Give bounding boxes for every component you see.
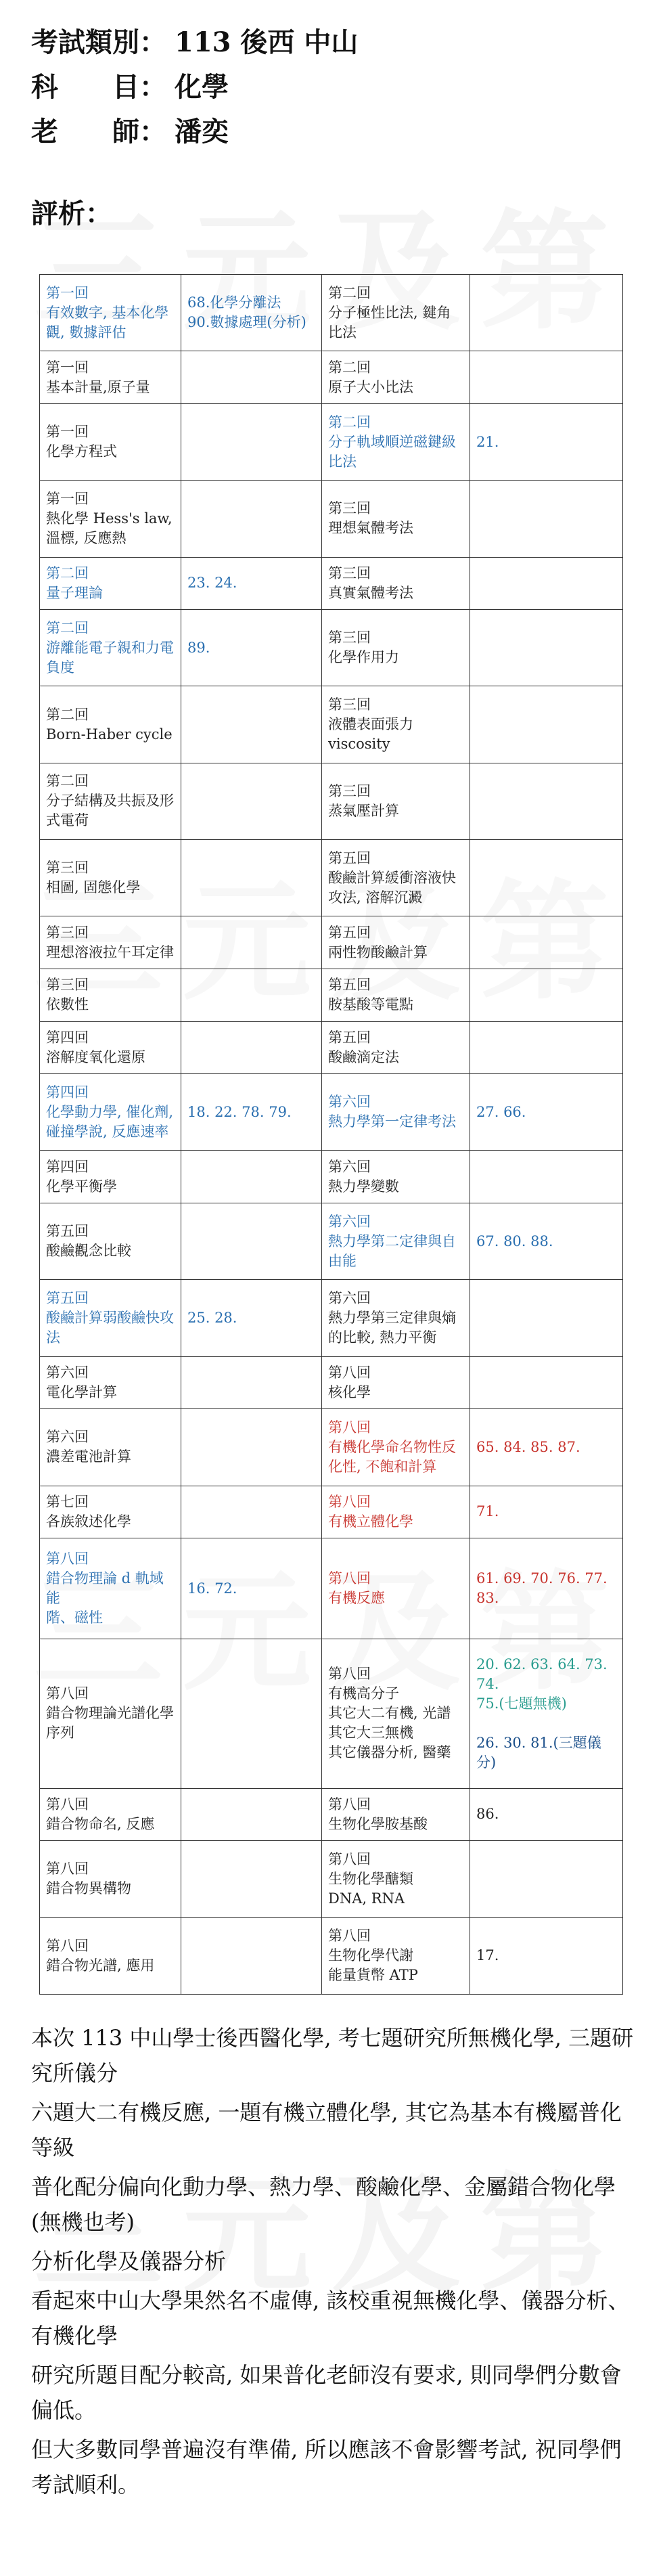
cell-text-line: 碰撞學說, 反應速率 [46, 1123, 169, 1140]
chapter-topic-cell [40, 1356, 181, 1409]
question-numbers-cell [470, 1021, 623, 1074]
table-row [40, 1409, 623, 1486]
cell-text-line: 熱力學第一定律考法 [328, 1113, 456, 1130]
cell-text-line: 有機高分子 [328, 1685, 399, 1702]
cell-text-line: 第六回 [328, 1213, 371, 1230]
cell-text-line: 第八回 [46, 1685, 89, 1702]
cell-text-line: 比法 [328, 453, 357, 470]
cell-text-line: 第八回 [328, 1419, 371, 1436]
teacher-value: 潘奕 [175, 116, 229, 148]
cell-text-line: 生物化學代謝 [328, 1947, 413, 1964]
chapter-topic-cell [322, 403, 470, 480]
chapter-topic-cell [322, 1151, 470, 1203]
chapter-topic-cell [322, 686, 470, 763]
question-numbers-cell [181, 763, 322, 839]
cell-text-line: 第二回 [46, 773, 89, 790]
chapter-topic-cell [322, 275, 470, 351]
exam-category-label: 考試類別： [31, 26, 166, 58]
table-row [40, 351, 623, 404]
table-row [40, 403, 623, 480]
chapter-topic-cell [40, 1280, 181, 1356]
cell-text-line: 其它儀器分析, 醫藥 [328, 1744, 451, 1761]
chapter-topic-cell [322, 1356, 470, 1409]
cell-text-line: 的比較, 熱力平衡 [328, 1329, 437, 1346]
cell-text-line: 67. 80. 88. [476, 1233, 553, 1249]
cell-text-line: 第六回 [328, 1094, 371, 1111]
analysis-paragraph: 本次 113 中山學士後西醫化學, 考七題研究所無機化學, 三題研究所儀分 [31, 2025, 634, 2086]
cell-text-line: 第八回 [328, 1570, 371, 1587]
cell-text-line: 86. [476, 1806, 499, 1823]
question-numbers-cell [470, 969, 623, 1021]
chapter-topic-cell [40, 763, 181, 839]
cell-text-line: 濃差電池計算 [46, 1448, 131, 1465]
cell-text-line: 熱力學變數 [328, 1178, 399, 1195]
cell-text-line: 第八回 [328, 1928, 371, 1945]
question-numbers-cell [470, 610, 623, 686]
question-numbers-cell [181, 1203, 322, 1280]
cell-text-line: Born-Haber cycle [46, 726, 173, 742]
cell-text-line: 第七回 [46, 1493, 89, 1510]
cell-text-line: 27. 66. [476, 1103, 526, 1120]
cell-text-line: 錯合物光譜, 應用 [46, 1957, 155, 1974]
chapter-topic-cell [40, 1538, 181, 1639]
cell-text-line: 依數性 [46, 996, 89, 1013]
question-numbers-cell [181, 351, 322, 404]
cell-text-line: 量子理論 [46, 584, 103, 601]
cell-text-line: 第八回 [328, 1796, 371, 1813]
cell-text-line: 第五回 [328, 924, 371, 941]
cell-text-line: 化學動力學, 催化劑, [46, 1103, 174, 1120]
cell-text-line: 第五回 [46, 1223, 89, 1240]
cell-text-line: 21. [476, 433, 499, 450]
cell-text-line [476, 1714, 616, 1733]
table-row [40, 1203, 623, 1280]
cell-text-line: 真實氣體考法 [328, 584, 413, 601]
chapter-topic-cell [40, 351, 181, 404]
cell-text-line: 化學作用力 [328, 649, 399, 666]
cell-text-line: 第四回 [46, 1158, 89, 1175]
cell-text-line: 第一回 [46, 359, 89, 376]
cell-text-line: 酸鹼滴定法 [328, 1048, 399, 1065]
cell-text-line: 第八回 [328, 1850, 371, 1867]
cell-text-line: 熱力學第三定律與熵 [328, 1310, 456, 1327]
question-numbers-cell [470, 1917, 623, 1994]
cell-text-line: 第二回 [328, 414, 371, 430]
cell-text-line: 生物化學醣類 [328, 1870, 413, 1887]
cell-text-line: 負度 [46, 659, 74, 675]
cell-text-line: 第二回 [328, 284, 371, 301]
question-numbers-cell [181, 1409, 322, 1486]
chapter-topic-cell [40, 1841, 181, 1917]
chapter-topic-cell [322, 1639, 470, 1788]
chapter-topic-cell [322, 1917, 470, 1994]
cell-text-line: 酸鹼計算弱酸鹼快攻 [46, 1310, 174, 1327]
cell-text-line: 第六回 [46, 1364, 89, 1381]
cell-text-line: 酸鹼計算緩衝溶液快 [328, 869, 456, 886]
cell-text-line: 生物化學胺基酸 [328, 1815, 428, 1832]
question-numbers-cell [470, 1486, 623, 1538]
cell-text-line: 有機化學命名物性反 [328, 1438, 456, 1455]
chapter-topic-cell [40, 403, 181, 480]
question-numbers-cell [470, 916, 623, 969]
cell-text-line: 第五回 [328, 1029, 371, 1046]
analysis-paragraph: 但大多數同學普遍沒有準備, 所以應該不會影響考試, 祝同學們考試順利。 [31, 2437, 622, 2497]
question-numbers-cell [470, 763, 623, 839]
cell-text-line: 式電荷 [46, 812, 89, 829]
cell-text-line: 第三回 [328, 629, 371, 646]
cell-text-line: 17. [476, 1947, 499, 1964]
exam-category-line [31, 20, 358, 65]
cell-text-line: 其它大三無機 [328, 1725, 413, 1741]
syllabus-table [39, 274, 623, 1995]
cell-text-line: 有機立體化學 [328, 1513, 413, 1530]
table-row [40, 763, 623, 839]
cell-text-line: 由能 [328, 1252, 357, 1269]
cell-text-line: 第三回 [328, 500, 371, 517]
teacher-line [31, 110, 358, 154]
question-numbers-cell [470, 1074, 623, 1151]
cell-text-line: 分子軌域順逆磁鍵級 [328, 433, 456, 450]
cell-text-line: 錯合物異構物 [46, 1880, 131, 1897]
cell-text-line: 溫標, 反應熱 [46, 529, 127, 546]
question-numbers-cell [181, 1280, 322, 1356]
cell-text-line: 熱力學第二定律與自 [328, 1233, 456, 1249]
cell-text-line: 胺基酸等電點 [328, 996, 413, 1013]
cell-text-line: 兩性物酸鹼計算 [328, 943, 428, 960]
cell-text-line: 23. 24. [187, 575, 237, 592]
cell-text-line: 分子結構及共振及形 [46, 793, 174, 809]
question-numbers-cell [470, 1841, 623, 1917]
chapter-topic-cell [40, 275, 181, 351]
cell-text-line: 第六回 [46, 1429, 89, 1446]
chapter-topic-cell [40, 1409, 181, 1486]
question-numbers-cell [181, 610, 322, 686]
cell-text-line: 第三回 [328, 564, 371, 581]
question-numbers-cell [181, 1788, 322, 1841]
cell-text-line: 基本計量,原子量 [46, 378, 150, 395]
question-numbers-cell [470, 1639, 623, 1788]
question-numbers-cell [470, 481, 623, 557]
cell-text-line: 71. [476, 1503, 499, 1520]
question-numbers-cell [181, 1356, 322, 1409]
table-row [40, 1538, 623, 1639]
chapter-topic-cell [40, 610, 181, 686]
teacher-label: 老 師： [31, 116, 166, 148]
critique-heading: 評析： [31, 198, 112, 229]
analysis-paragraph: 普化配分偏向化動力學、熱力學、酸鹼化學、金屬錯合物化學(無機也考) [31, 2174, 616, 2235]
question-numbers-cell [470, 1788, 623, 1841]
question-numbers-cell [470, 686, 623, 763]
question-numbers-cell [470, 1151, 623, 1203]
question-numbers-cell [181, 1538, 322, 1639]
table-row [40, 686, 623, 763]
chapter-topic-cell [322, 969, 470, 1021]
cell-text-line: 序列 [46, 1725, 74, 1741]
cell-text-line: 有機反應 [328, 1590, 385, 1607]
chapter-topic-cell [322, 481, 470, 557]
table-row [40, 1021, 623, 1074]
chapter-topic-cell [322, 840, 470, 916]
question-numbers-cell [181, 275, 322, 351]
table-row [40, 1917, 623, 1994]
cell-text-line: 90.數據處理(分析) [187, 314, 306, 331]
chapter-topic-cell [322, 1841, 470, 1917]
chapter-topic-cell [322, 557, 470, 610]
chapter-topic-cell [322, 1074, 470, 1151]
cell-text-line: 錯合物理論光譜化學 [46, 1705, 174, 1722]
chapter-topic-cell [322, 1486, 470, 1538]
analysis-paragraph: 六題大二有機反應, 一題有機立體化學, 其它為基本有機屬普化等級 [31, 2100, 622, 2160]
cell-text-line: 第五回 [328, 977, 371, 994]
cell-text-line: 18. 22. 78. 79. [187, 1103, 292, 1120]
chapter-topic-cell [322, 1203, 470, 1280]
table-row [40, 1486, 623, 1538]
question-numbers-cell [470, 1356, 623, 1409]
cell-text-line: 有效數字, 基本化學 [46, 304, 169, 321]
cell-text-line: 65. 84. 85. 87. [476, 1438, 580, 1455]
question-numbers-cell [470, 275, 623, 351]
cell-text-line: 熱化學 Hess's law, [46, 510, 173, 527]
table-row [40, 481, 623, 557]
table-row [40, 275, 623, 351]
cell-text-line: viscosity [328, 736, 390, 753]
chapter-topic-cell [322, 1280, 470, 1356]
cell-text-line: 第二回 [328, 359, 371, 376]
chapter-topic-cell [322, 610, 470, 686]
chapter-topic-cell [40, 1639, 181, 1788]
cell-text-line: 第六回 [328, 1290, 371, 1307]
chapter-topic-cell [40, 1486, 181, 1538]
cell-text-line: 分子極性比法, 鍵角 [328, 304, 451, 321]
cell-text-line: 化學平衡學 [46, 1178, 117, 1195]
question-numbers-cell [181, 916, 322, 969]
cell-text-line: 溶解度氧化還原 [46, 1048, 145, 1065]
table-row [40, 1841, 623, 1917]
table-row [40, 1074, 623, 1151]
cell-text-line: 第二回 [46, 564, 89, 581]
chapter-topic-cell [322, 351, 470, 404]
cell-text-line: 化學方程式 [46, 443, 117, 460]
question-numbers-cell [470, 351, 623, 404]
chapter-topic-cell [40, 557, 181, 610]
cell-text-line: 第二回 [46, 619, 89, 636]
cell-text-line: 蒸氣壓計算 [328, 802, 399, 819]
cell-text-line: 第四回 [46, 1029, 89, 1046]
question-numbers-cell [470, 1409, 623, 1486]
chapter-topic-cell [322, 1538, 470, 1639]
question-numbers-cell [470, 1280, 623, 1356]
chapter-topic-cell [40, 1203, 181, 1280]
analysis-paragraph: 看起來中山大學果然名不虛傳, 該校重視無機化學、儀器分析、有機化學 [31, 2288, 630, 2349]
cell-text-line: 錯合物理論 d 軌域能 [46, 1570, 164, 1607]
table-row [40, 557, 623, 610]
analysis-paragraph: 研究所題目配分較高, 如果普化老師沒有要求, 則同學們分數會偏低。 [31, 2362, 622, 2423]
cell-text-line: 20. 62. 63. 64. 73. 74. [476, 1656, 608, 1692]
cell-text-line: 其它大二有機, 光譜 [328, 1705, 451, 1722]
table-row [40, 1356, 623, 1409]
cell-text-line: 第三回 [328, 696, 371, 713]
cell-text-line: 理想氣體考法 [328, 520, 413, 537]
cell-text-line: 游離能電子親和力電 [46, 639, 174, 656]
question-numbers-cell [181, 1021, 322, 1074]
chapter-topic-cell [322, 1021, 470, 1074]
cell-text-line: 原子大小比法 [328, 378, 413, 395]
cell-text-line: 第八回 [46, 1861, 89, 1878]
question-numbers-cell [181, 1486, 322, 1538]
question-numbers-cell [470, 1538, 623, 1639]
table-row [40, 916, 623, 969]
cell-text-line: DNA, RNA [328, 1890, 405, 1907]
cell-text-line: 錯合物命名, 反應 [46, 1815, 155, 1832]
question-numbers-cell [470, 557, 623, 610]
cell-text-line: 液體表面張力 [328, 716, 413, 733]
question-numbers-cell [181, 1841, 322, 1917]
cell-text-line: 各族敘述化學 [46, 1513, 131, 1530]
cell-text-line: 能量貨幣 ATP [328, 1967, 418, 1984]
cell-text-line: 第二回 [46, 706, 89, 723]
cell-text-line: 第八回 [328, 1364, 371, 1381]
cell-text-line: 第五回 [328, 849, 371, 866]
cell-text-line: 相圖, 固態化學 [46, 879, 141, 896]
question-numbers-cell [181, 1639, 322, 1788]
question-numbers-cell [181, 1074, 322, 1151]
cell-text-line: 61. 69. 70. 76. 77. 83. [476, 1570, 608, 1607]
cell-text-line: 第四回 [46, 1084, 89, 1101]
cell-text-line: 化性, 不飽和計算 [328, 1458, 437, 1475]
chapter-topic-cell [40, 840, 181, 916]
cell-text-line: 比法 [328, 324, 357, 340]
question-numbers-cell [470, 1203, 623, 1280]
table-row [40, 1788, 623, 1841]
subject-line [31, 65, 358, 110]
question-numbers-cell [181, 481, 322, 557]
question-numbers-cell [181, 840, 322, 916]
cell-text-line: 法 [46, 1329, 60, 1346]
subject-label: 科 目： [31, 71, 166, 103]
analysis-paragraphs [31, 2020, 640, 2506]
cell-text-line: 16. 72. [187, 1580, 237, 1597]
table-row [40, 840, 623, 916]
table-row [40, 1639, 623, 1788]
question-numbers-cell [181, 403, 322, 480]
chapter-topic-cell [40, 1151, 181, 1203]
cell-text-line: 第八回 [46, 1937, 89, 1954]
chapter-topic-cell [40, 1074, 181, 1151]
cell-text-line: 89. [187, 639, 210, 656]
question-numbers-cell [470, 840, 623, 916]
cell-text-line: 攻法, 溶解沉澱 [328, 889, 423, 906]
cell-text-line: 電化學計算 [46, 1383, 117, 1400]
chapter-topic-cell [40, 1788, 181, 1841]
table-row [40, 1151, 623, 1203]
chapter-topic-cell [40, 1917, 181, 1994]
subject-value: 化學 [175, 71, 229, 103]
cell-text-line: 第八回 [46, 1551, 89, 1568]
question-numbers-cell [181, 1917, 322, 1994]
question-numbers-cell [181, 686, 322, 763]
chapter-topic-cell [322, 1409, 470, 1486]
table-row [40, 610, 623, 686]
question-numbers-cell [181, 969, 322, 1021]
chapter-topic-cell [40, 1021, 181, 1074]
cell-text-line: 階、磁性 [46, 1609, 103, 1626]
cell-text-line: 第八回 [46, 1796, 89, 1813]
cell-text-line: 酸鹼觀念比較 [46, 1243, 131, 1260]
chapter-topic-cell [40, 481, 181, 557]
chapter-topic-cell [40, 969, 181, 1021]
cell-text-line: 第一回 [46, 424, 89, 441]
cell-text-line: 75.(七題無機) [476, 1695, 567, 1712]
chapter-topic-cell [40, 916, 181, 969]
chapter-topic-cell [322, 763, 470, 839]
table-row [40, 969, 623, 1021]
table-row [40, 1280, 623, 1356]
cell-text-line: 核化學 [328, 1383, 371, 1400]
cell-text-line: 第八回 [328, 1666, 371, 1683]
exam-category-value: 113 後西 中山 [175, 26, 359, 58]
cell-text-line: 第三回 [328, 782, 371, 799]
cell-text-line: 第一回 [46, 490, 89, 507]
question-numbers-cell [470, 403, 623, 480]
chapter-topic-cell [322, 916, 470, 969]
cell-text-line: 68.化學分離法 [187, 294, 281, 311]
chapter-topic-cell [322, 1788, 470, 1841]
cell-text-line: 26. 30. 81.(三題儀分) [476, 1734, 601, 1771]
cell-text-line: 第八回 [328, 1493, 371, 1510]
cell-text-line: 第三回 [46, 977, 89, 994]
cell-text-line: 觀, 數據評估 [46, 324, 127, 340]
cell-text-line: 25. 28. [187, 1310, 237, 1327]
chapter-topic-cell [40, 686, 181, 763]
exam-header [31, 20, 358, 154]
cell-text-line: 第三回 [46, 924, 89, 941]
cell-text-line: 第六回 [328, 1158, 371, 1175]
question-numbers-cell [181, 1151, 322, 1203]
question-numbers-cell [181, 557, 322, 610]
cell-text-line: 第一回 [46, 284, 89, 301]
cell-text-line: 第五回 [46, 1290, 89, 1307]
cell-text-line: 理想溶液拉午耳定律 [46, 943, 174, 960]
cell-text-line: 第三回 [46, 860, 89, 876]
analysis-paragraph: 分析化學及儀器分析 [31, 2248, 227, 2274]
